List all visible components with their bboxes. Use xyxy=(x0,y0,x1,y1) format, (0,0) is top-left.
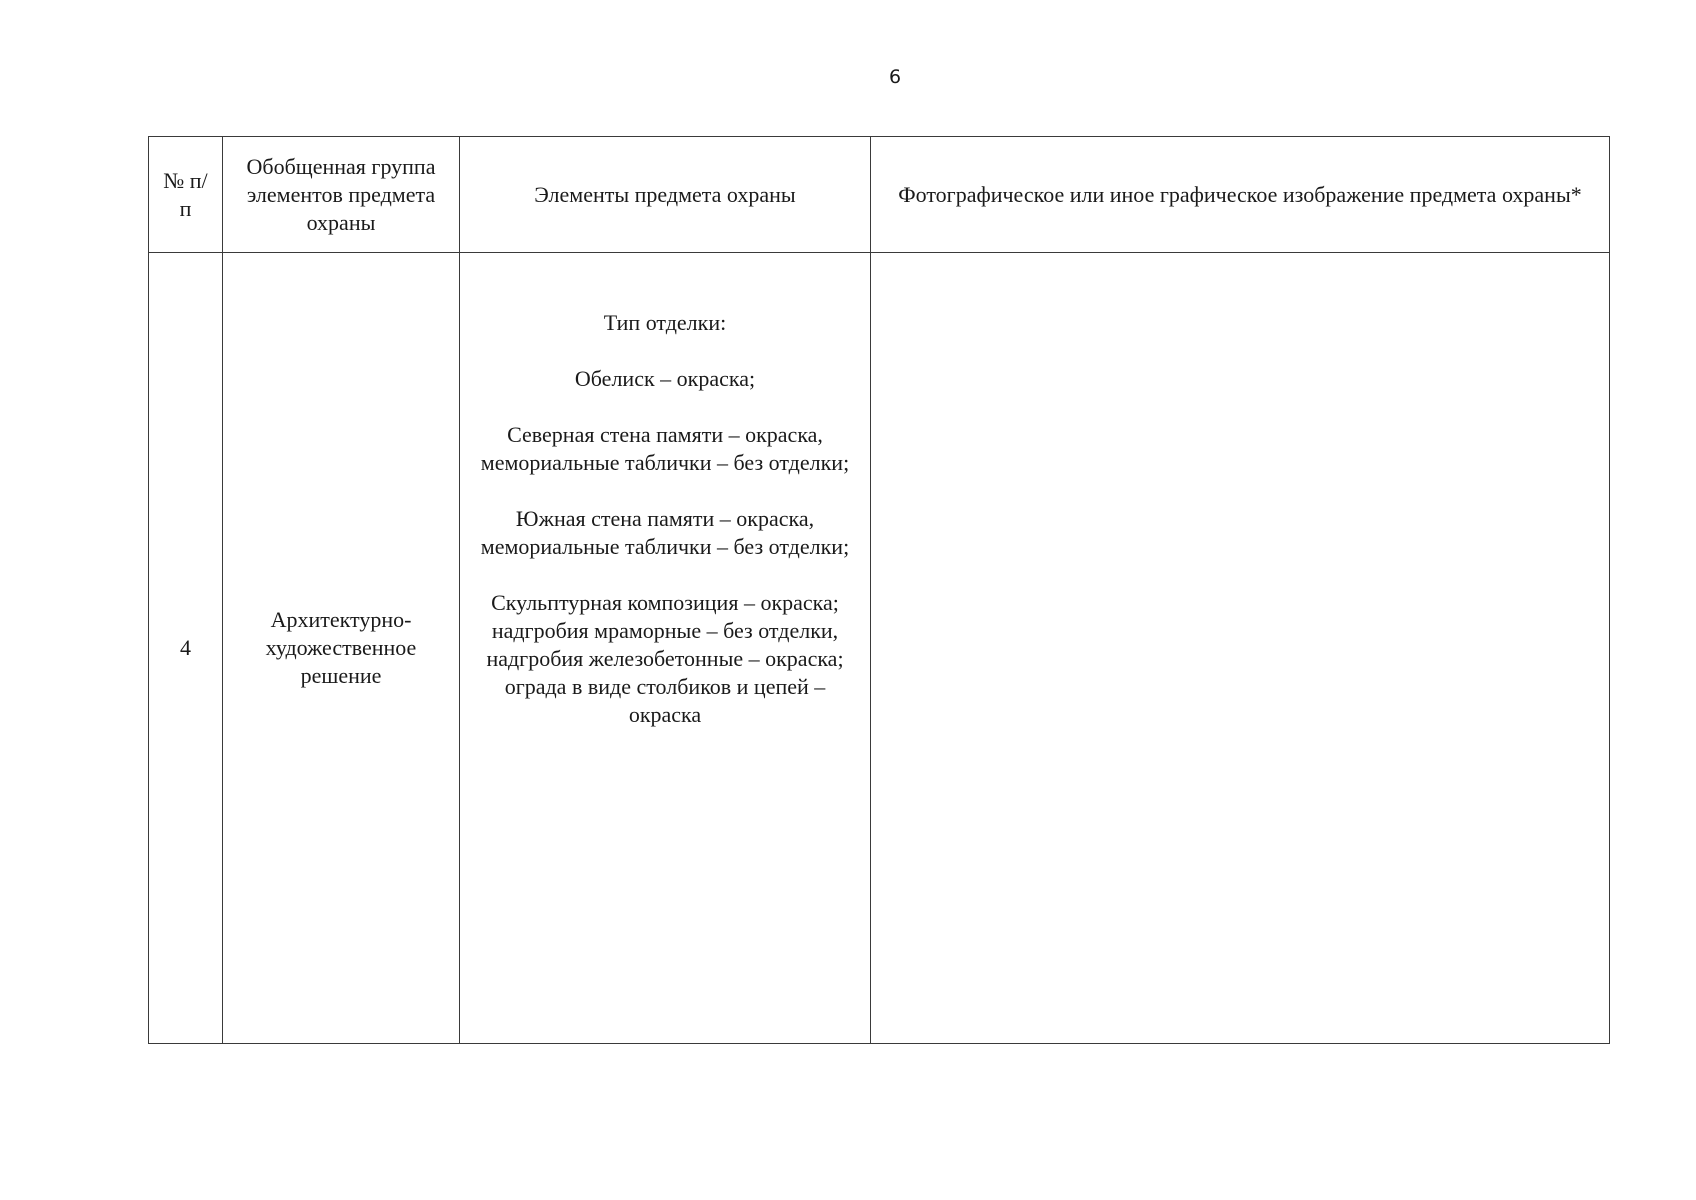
page-number: 6 xyxy=(888,66,902,88)
row-group: Архитектурно-художественное решение xyxy=(223,253,460,1044)
table-header-row xyxy=(149,137,1610,253)
element-finish-type: Тип отделки: xyxy=(603,310,727,335)
header-num: № п/п xyxy=(149,137,223,253)
protection-elements-table xyxy=(148,136,1610,1044)
row-num: 4 xyxy=(149,253,223,1044)
header-elements: Элементы предмета охраны xyxy=(460,137,871,253)
table-row xyxy=(149,253,1610,1044)
element-north-wall: Северная стена памяти – окраска, мемориальные таблички – без отделки; xyxy=(480,422,850,475)
row-photo xyxy=(871,253,1610,1044)
element-sculpture: Скульптурная композиция – окраска; надгробия мраморные – без отделки, надгробия железобетонные – окраска; ограда в виде столбиков и цепей – окраска xyxy=(486,590,844,727)
header-group: Обобщенная группа элементов предмета охраны xyxy=(223,137,460,253)
element-south-wall: Южная стена памяти – окраска, мемориальные таблички – без отделки; xyxy=(480,506,850,559)
header-photo: Фотографическое или иное графическое изображение предмета охраны* xyxy=(871,137,1610,253)
row-elements xyxy=(460,253,871,1044)
element-obelisk: Обелиск – окраска; xyxy=(574,366,756,391)
